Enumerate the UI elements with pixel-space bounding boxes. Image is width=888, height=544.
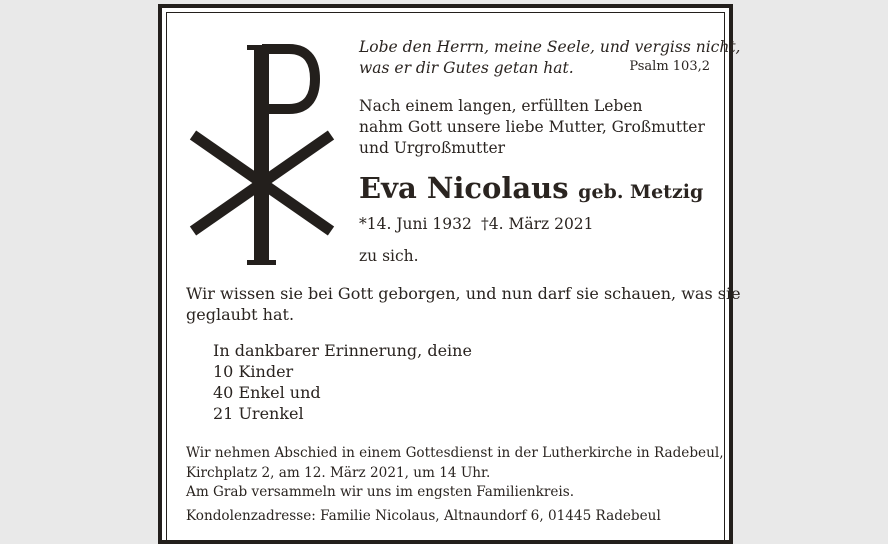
intro-line: Nach einem langen, erfüllten Leben: [359, 97, 643, 115]
survivors-line: 40 Enkel und: [213, 383, 321, 402]
service-line: Wir nehmen Abschied in einem Gottesdienst in der Lutherkirche in Radebeul,: [186, 445, 724, 461]
condolence-address: Kondolenzadresse: Familie Nicolaus, Altnaundorf 6, 01445 Radebeul: [186, 508, 661, 524]
obituary-notice: [158, 4, 741, 544]
maiden-name: geb. Metzig: [578, 181, 704, 203]
quote-line: geglaubt hat.: [186, 305, 295, 324]
quote-line: Wir wissen sie bei Gott geborgen, und nun darf sie schauen, was sie: [186, 284, 741, 303]
survivors-line: 10 Kinder: [213, 362, 294, 381]
death-date: †4. März 2021: [481, 215, 594, 233]
psalm-line: was er dir Gutes getan hat.: [359, 59, 574, 77]
intro-text: [359, 96, 705, 159]
notice-inner-frame: [166, 12, 741, 540]
closing-text: zu sich.: [359, 247, 419, 265]
survivors-line: 21 Urenkel: [213, 404, 304, 423]
chi-rho-icon: [187, 41, 337, 271]
psalm-reference: Psalm 103,2: [629, 59, 710, 74]
psalm-line: Lobe den Herrn, meine Seele, und vergiss nicht,: [359, 38, 741, 56]
deceased-name: Eva Nicolaus: [359, 171, 569, 205]
service-info: [186, 444, 724, 503]
deceased-name-line: [359, 171, 703, 205]
service-line: Kirchplatz 2, am 12. März 2021, um 14 Uhr.: [186, 464, 491, 481]
intro-line: und Urgroßmutter: [359, 139, 506, 157]
intro-line: nahm Gott unsere liebe Mutter, Großmutter: [359, 118, 705, 136]
survivors-list: [213, 340, 472, 424]
survivors-line: In dankbarer Erinnerung, deine: [213, 341, 472, 360]
service-line: Am Grab versammeln wir uns im engsten Familienkreis.: [186, 484, 575, 500]
birth-date: *14. Juni 1932: [359, 215, 472, 233]
faith-quote: [186, 283, 741, 325]
